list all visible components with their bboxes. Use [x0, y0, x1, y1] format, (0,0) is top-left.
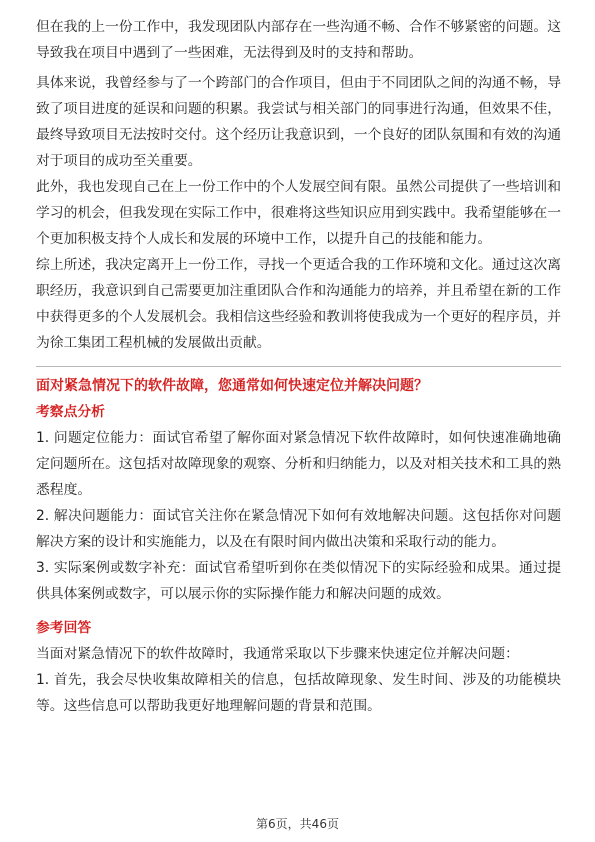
question-heading: 面对紧急情况下的软件故障，您通常如何快速定位并解决问题？ [36, 378, 428, 394]
reference-label: 参考回答 [36, 620, 92, 636]
assessment-item-3: 3. 实际案例或数字补充：面试官希望听到你在类似情况下的实际经验和成果。通过提供具体案例或数字，可以展示你的实际操作能力和解决问题的成效。 [36, 560, 561, 602]
intro-paragraph-1: 但在我的上一份工作中，我发现团队内部存在一些沟通不畅、合作不够紧密的问题。这导致我在项目中遇到了一些困难，无法得到及时的支持和帮助。 [36, 19, 561, 61]
page-footer: 第6页，共46页 [256, 817, 339, 831]
assessment-item-2: 2. 解决问题能力：面试官关注你在紧急情况下如何有效地解决问题。这包括你对问题解决方案的设计和实施能力，以及在有限时间内做出决策和采取行动的能力。 [36, 508, 561, 550]
intro-paragraph-2: 具体来说，我曾经参与了一个跨部门的合作项目，但由于不同团队之间的沟通不畅，导致了项目进度的延误和问题的积累。我尝试与相关部门的同事进行沟通，但效果不佳，最终导致项目无法按时交付。这个经历让我意识到，一个良好的团队氛围和有效的沟通对于项目的成功至关重要。 [36, 75, 561, 169]
intro-paragraph-3: 此外，我也发现自己在上一份工作中的个人发展空间有限。虽然公司提供了一些培训和学习的机会，但我发现在实际工作中，很难将这些知识应用到实践中。我希望能够在一个更加积极支持个人成长和发展的环境中工作，以提升自己的技能和能力。 [36, 179, 561, 247]
reference-intro: 当面对紧急情况下的软件故障时，我通常采取以下步骤来快速定位并解决问题： [36, 646, 519, 662]
document-page [36, 14, 561, 719]
intro-paragraph-4: 综上所述，我决定离开上一份工作，寻找一个更适合我的工作环境和文化。通过这次离职经历，我意识到自己需要更加注重团队合作和沟通能力的培养，并且希望在新的工作中获得更多的个人发展机会。我相信这些经验和教训将使我成为一个更好的程序员，并为徐工集团工程机械的发展做出贡献。 [36, 257, 561, 351]
assessment-label: 考察点分析 [36, 404, 105, 420]
assessment-item-1: 1. 问题定位能力：面试官希望了解你面对紧急情况下软件故障时，如何快速准确地确定问题所在。这包括对故障现象的观察、分析和归纳能力，以及对相关技术和工具的熟悉程度。 [36, 430, 561, 498]
reference-item-1: 1. 首先，我会尽快收集故障相关的信息，包括故障现象、发生时间、涉及的功能模块等。这些信息可以帮助我更好地理解问题的背景和范围。 [36, 672, 561, 714]
section-divider [36, 366, 561, 367]
